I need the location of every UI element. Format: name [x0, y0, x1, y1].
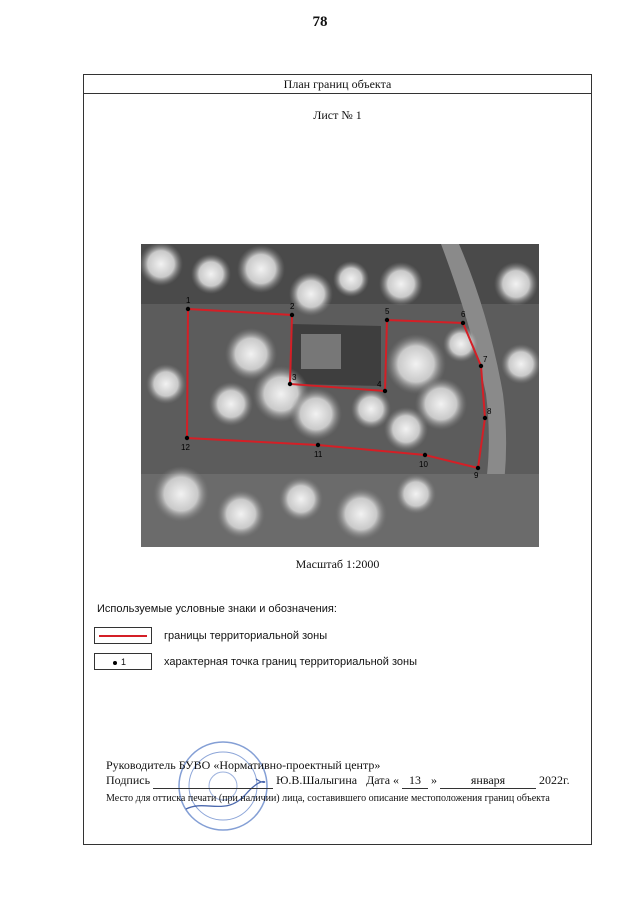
- boundary-point-label: 4: [377, 380, 382, 389]
- boundary-point-6: [461, 321, 465, 325]
- boundary-point-label: 10: [419, 460, 428, 469]
- boundary-point-4: [383, 389, 387, 393]
- boundary-point-label: 8: [487, 407, 492, 416]
- boundary-point-7: [479, 364, 483, 368]
- boundary-point-5: [385, 318, 389, 322]
- legend-point-label: 1: [121, 657, 127, 667]
- map-scale: Масштаб 1:2000: [295, 557, 380, 571]
- legend-line-text: границы территориальной зоны: [164, 630, 328, 642]
- boundary-point-10: [423, 453, 427, 457]
- boundary-point-label: 5: [385, 307, 390, 316]
- boundary-point-2: [290, 313, 294, 317]
- sheet-number: Лист № 1: [313, 108, 362, 122]
- legend-point-symbol: [94, 653, 152, 670]
- boundary-point-1: [186, 307, 190, 311]
- sign-label: Подпись: [106, 773, 151, 787]
- date-mid: »: [431, 773, 438, 787]
- boundary-point-label: 1: [186, 296, 191, 305]
- aerial-map: [141, 244, 539, 547]
- signature-field[interactable]: [153, 773, 273, 789]
- boundary-point-label: 6: [461, 310, 466, 319]
- role-line: Руководитель БУВО «Нормативно-проектный центр»: [106, 758, 381, 772]
- boundary-point-12: [185, 436, 189, 440]
- boundary-point-label: 2: [290, 302, 295, 311]
- boundary-point-label: 3: [292, 373, 297, 382]
- point-marker-icon: [113, 661, 117, 665]
- page-title: План границ объекта: [84, 75, 591, 94]
- signature-line: [106, 773, 570, 789]
- boundary-point-label: 11: [314, 450, 323, 459]
- document-frame: [83, 74, 592, 845]
- boundary-point-8: [483, 416, 487, 420]
- date-month[interactable]: января: [440, 773, 536, 789]
- stamp-note: Место для оттиска печати (при наличии) лица, составившего описание местоположения границ объекта: [106, 793, 550, 804]
- boundary-point-3: [288, 382, 292, 386]
- signer-name: Ю.В.Шалыгина: [276, 773, 358, 787]
- date-label: Дата «: [366, 773, 400, 787]
- boundary-point-label: 12: [181, 443, 190, 452]
- date-year: 2022г.: [539, 773, 570, 787]
- legend-line-symbol: [94, 627, 152, 644]
- boundary-point-11: [316, 443, 320, 447]
- boundary-point-label: 9: [474, 471, 479, 480]
- date-day[interactable]: 13: [402, 773, 428, 789]
- boundary-point-label: 7: [483, 355, 488, 364]
- page-number: 78: [312, 14, 328, 30]
- legend-title: Используемые условные знаки и обозначения:: [97, 603, 337, 615]
- boundary-point-9: [476, 466, 480, 470]
- legend-point-text: характерная точка границ территориальной зоны: [164, 656, 417, 668]
